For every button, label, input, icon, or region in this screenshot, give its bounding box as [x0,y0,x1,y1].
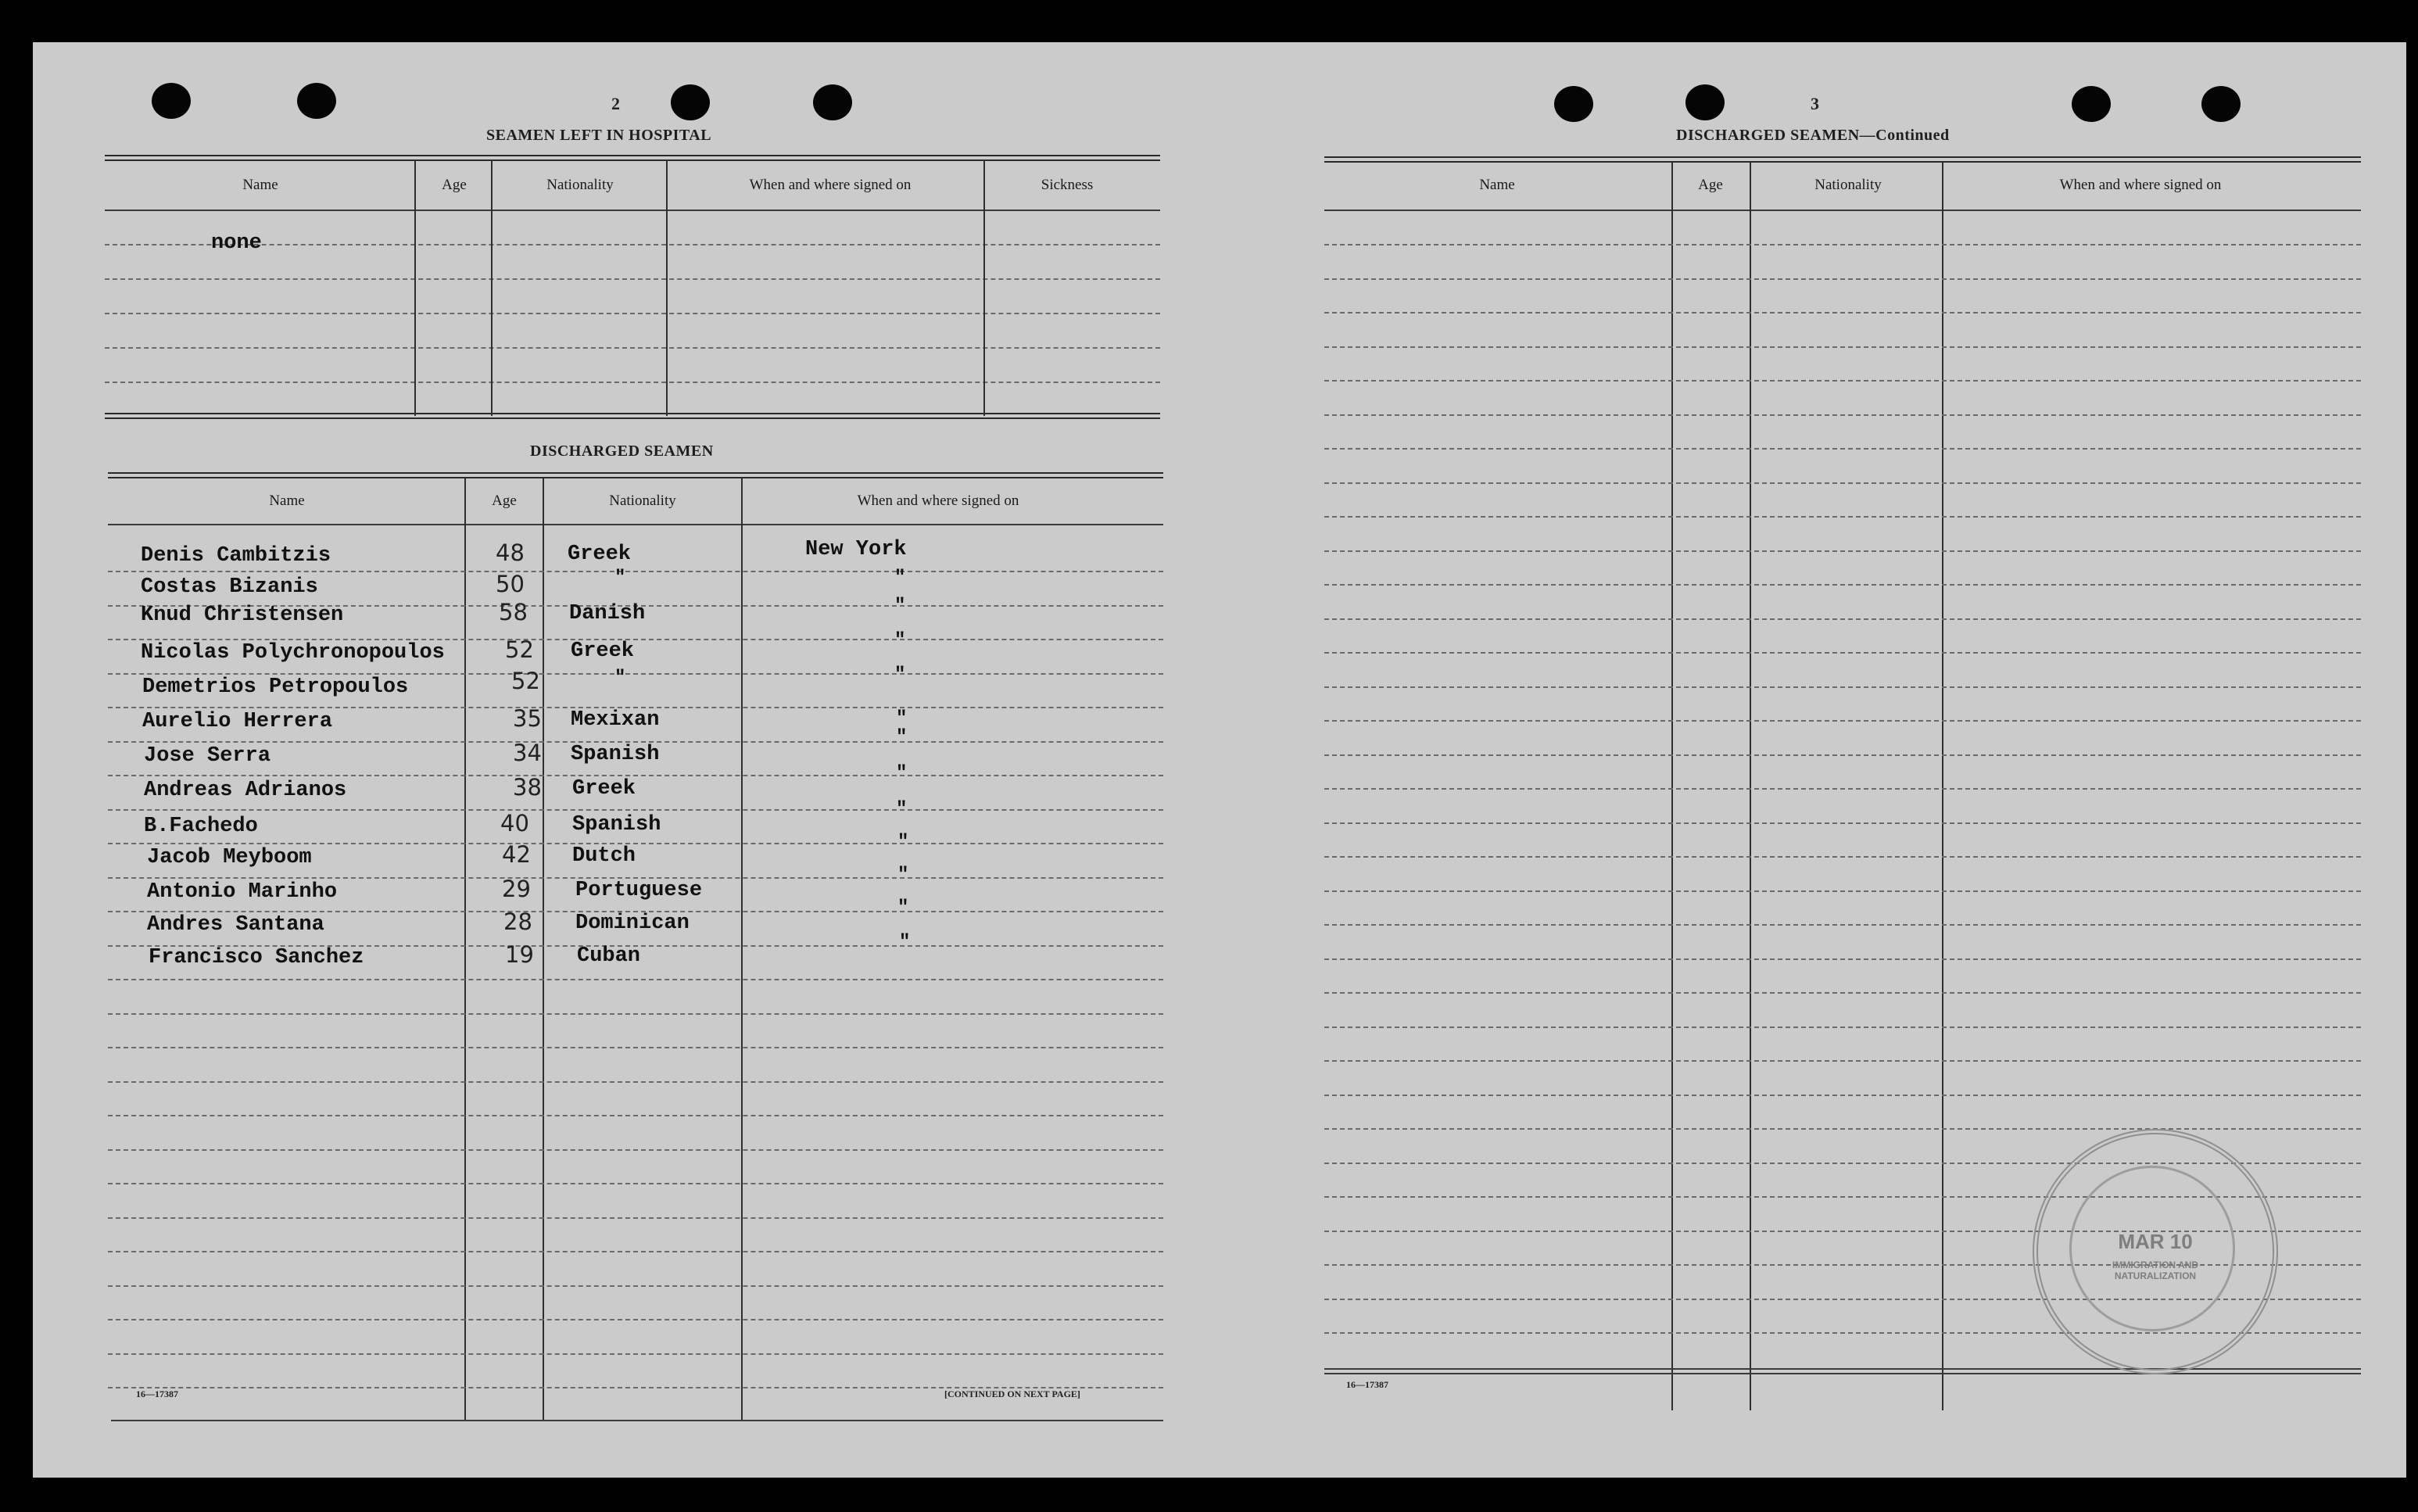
ruled-line [1324,958,2361,960]
page-number: 2 [611,94,620,113]
seaman-age: 38 [513,774,542,801]
seaman-nationality: Portuguese [575,879,703,902]
seaman-signed-on: " [896,708,908,729]
seaman-age: 35 [513,705,542,732]
seaman-nationality: Dominican [575,912,690,935]
seaman-age: 48 [496,539,525,566]
form-number: 16—17387 [136,1388,178,1399]
ruled-line [1324,1095,2361,1096]
seaman-nationality: Greek [568,543,632,566]
ruled-line [108,1149,1163,1151]
ruled-line [108,1285,1163,1287]
hospital-header-age: Age [442,177,467,193]
seaman-name: Jose Serra [144,744,271,768]
seaman-name: Costas Bizanis [141,575,318,599]
ruled-line [1324,822,2361,824]
ruled-line [1324,584,2361,586]
ruled-line [108,571,1163,572]
right-header-signed: When and where signed on [2059,177,2222,193]
seaman-name: Denis Cambitzis [141,544,331,568]
seaman-age: 40 [500,810,529,837]
ruled-line [1324,278,2361,280]
ruled-line [1324,244,2361,245]
seaman-nationality: Greek [571,640,635,663]
ruled-line [108,1319,1163,1320]
ruled-line [108,1217,1163,1219]
seaman-signed-on: " [894,630,906,651]
seaman-nationality: " [614,568,626,589]
hospital-header-sickness: Sickness [1041,177,1094,193]
ruled-line [1324,1027,2361,1028]
seaman-nationality: Spanish [571,743,660,766]
ruled-line [1324,380,2361,382]
seaman-name: Antonio Marinho [147,880,338,904]
ruled-line [1324,448,2361,450]
discharged-section-title: DISCHARGED SEAMEN [530,442,714,460]
ruled-line [1324,1060,2361,1062]
hospital-header-nationality: Nationality [546,177,614,193]
hospital-section-title: SEAMEN LEFT IN HOSPITAL [486,127,712,144]
seaman-signed-on: " [896,763,908,784]
ruled-line [1324,924,2361,926]
seaman-name: B.Fachedo [144,815,258,838]
seaman-nationality: " [614,668,626,689]
ruled-line [108,1115,1163,1116]
seaman-name: Andreas Adrianos [144,779,347,802]
discharged-header-age: Age [492,493,517,509]
seaman-name: Knud Christensen [141,604,344,627]
page-number: 3 [1811,94,1819,113]
ruled-line [1324,516,2361,518]
ruled-line [1324,618,2361,620]
seaman-signed-on: " [894,568,906,589]
seaman-age: 34 [513,740,542,766]
discharged-continued-title: DISCHARGED SEAMEN—Continued [1676,127,1950,144]
seaman-signed-on: " [896,799,908,820]
right-header-nationality: Nationality [1814,177,1882,193]
ruled-line [108,1047,1163,1048]
seaman-age: 58 [499,599,528,625]
ruled-line [108,673,1163,675]
seaman-signed-on: " [894,596,906,617]
discharged-header-signed: When and where signed on [857,493,1019,509]
seaman-signed-on: " [899,932,911,953]
ruled-line [1324,346,2361,348]
seaman-age: 19 [505,941,534,968]
right-header-age: Age [1698,177,1723,193]
ruled-line [108,1013,1163,1015]
seaman-signed-on: " [897,898,909,919]
seaman-signed-on: " [896,727,908,748]
ruled-line [1324,720,2361,722]
ruled-line [108,1183,1163,1184]
hospital-header-signed: When and where signed on [749,177,912,193]
seaman-age: 42 [502,841,531,868]
right-header-name: Name [1479,177,1515,193]
ruled-line [1324,414,2361,416]
ruled-line [108,809,1163,811]
seaman-name: Francisco Sanchez [149,946,364,969]
ruled-line [1324,754,2361,756]
ruled-line [108,775,1163,776]
seaman-nationality: Mexixan [571,708,660,732]
discharged-header-nationality: Nationality [609,493,676,509]
ruled-line [1324,312,2361,314]
ruled-line [1324,686,2361,688]
seaman-nationality: Cuban [577,944,641,968]
seaman-age: 29 [502,876,531,902]
ruled-line [1324,856,2361,858]
seaman-name: Demetrios Petropoulos [142,675,409,699]
ruled-line [108,979,1163,980]
seaman-age: 28 [503,908,532,935]
seaman-signed-on: " [894,665,906,686]
form-number: 16—17387 [1346,1379,1388,1390]
hospital-entry: none [211,231,262,255]
ruled-line [1324,1128,2361,1130]
seaman-nationality: Greek [572,777,636,801]
hospital-header-name: Name [242,177,278,193]
ruled-line [108,1081,1163,1083]
left-page [33,42,1205,1478]
seaman-age: 52 [505,636,534,663]
ruled-line [1324,788,2361,790]
seaman-nationality: Danish [569,602,646,625]
immigration-stamp [2033,1129,2278,1374]
ruled-line [1324,482,2361,484]
stamp-agency: IMMIGRATION AND NATURALIZATION [2112,1259,2198,1281]
seaman-name: Aurelio Herrera [142,710,333,733]
seaman-signed-on: " [897,865,909,886]
seaman-age: 50 [496,571,525,597]
discharged-header-name: Name [269,493,305,509]
ruled-line [1324,992,2361,994]
document-sheet [33,42,2406,1478]
ruled-line [1324,890,2361,892]
ruled-line [1324,550,2361,552]
ruled-line [1324,652,2361,654]
seaman-name: Jacob Meyboom [147,846,312,869]
ruled-line [108,1353,1163,1355]
seaman-signed-on: " [897,832,909,853]
stamp-date: MAR 10 [2118,1230,2193,1253]
seaman-age: 52 [511,668,540,694]
continued-note: [CONTINUED ON NEXT PAGE] [944,1388,1080,1399]
seaman-name: Andres Santana [147,913,324,937]
ruled-line [108,639,1163,640]
ruled-line [108,1251,1163,1252]
seaman-signed-on: New York [805,538,907,561]
seaman-nationality: Dutch [572,844,636,868]
seaman-name: Nicolas Polychronopoulos [141,641,445,665]
seaman-nationality: Spanish [572,813,661,837]
